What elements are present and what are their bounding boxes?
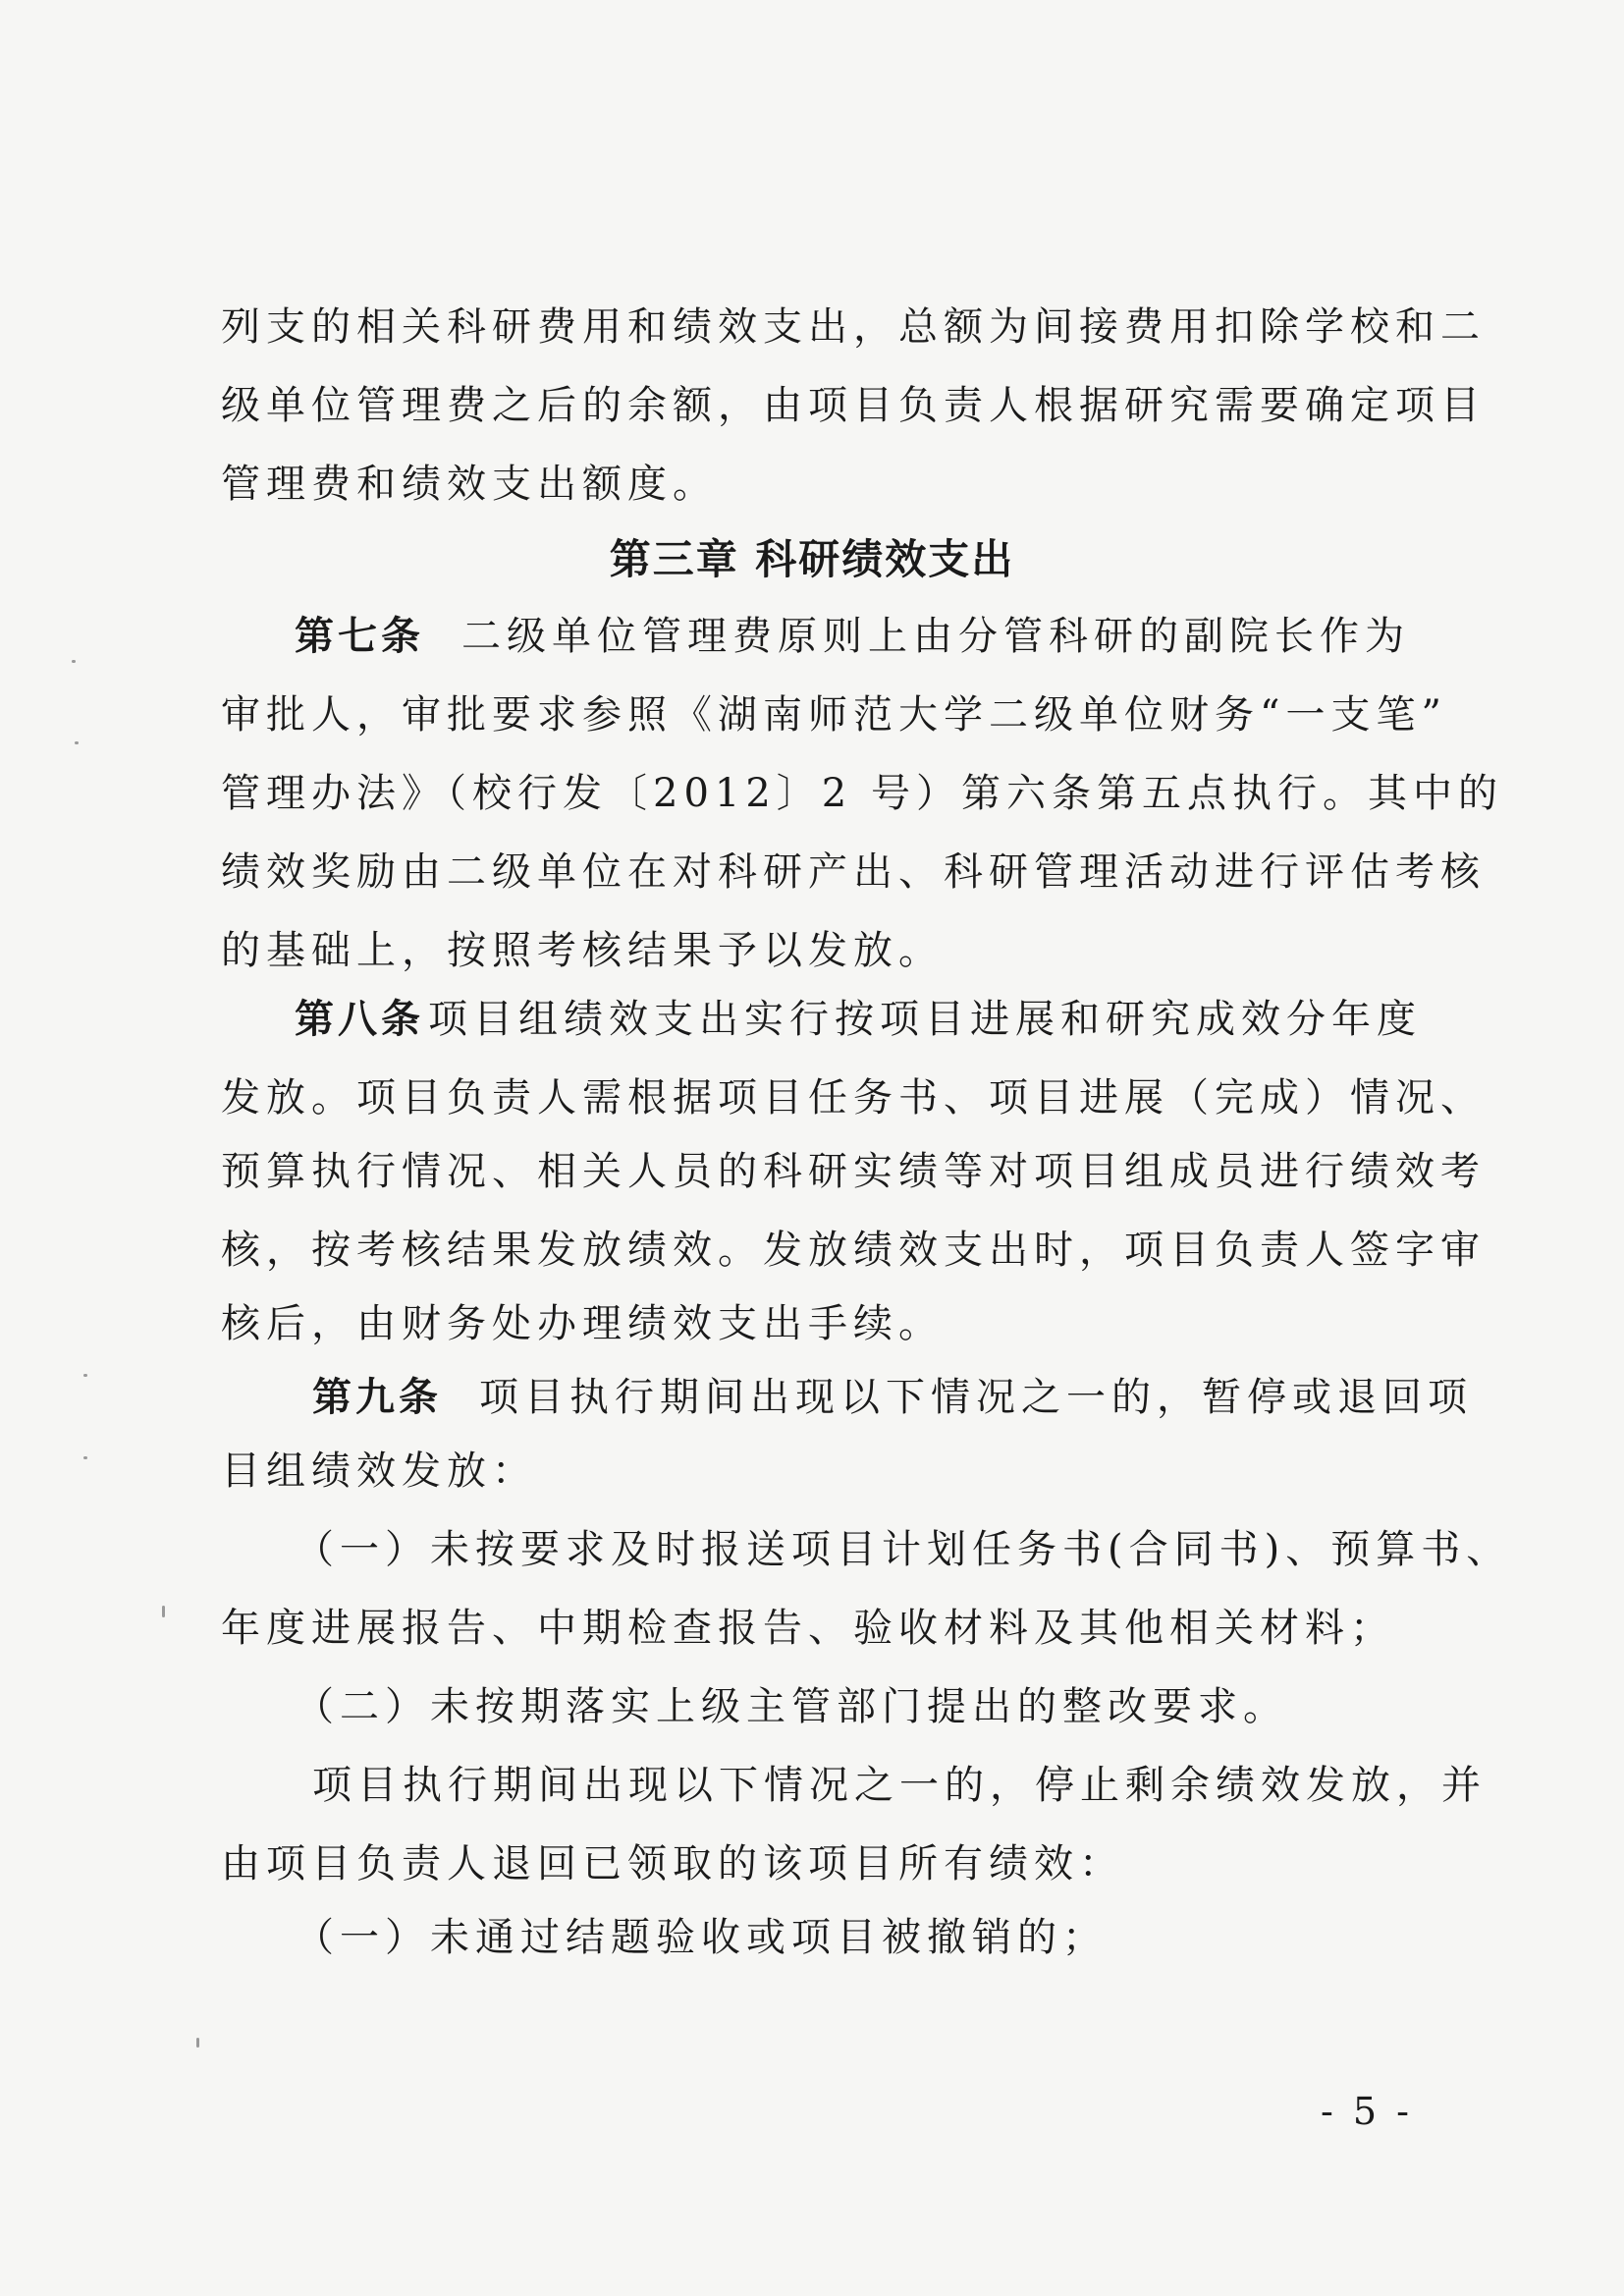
scan-speck [196, 2038, 199, 2048]
article-9-item-1-line-2: 年度进展报告、中期检查报告、验收材料及其他相关材料； [221, 1606, 1395, 1651]
article-8-line-5: 核后，由财务处办理绩效支出手续。 [221, 1301, 944, 1346]
chapter-heading: 第三章 科研绩效支出 [609, 535, 1015, 583]
article-7-label: 第七条 [295, 614, 424, 659]
article-8-text-1: 项目组绩效支出实行按项目进展和研究成效分年度 [428, 997, 1422, 1042]
page-number: - 5 - [1321, 2090, 1414, 2133]
article-9-para-2-line-1: 项目执行期间出现以下情况之一的，停止剩余绩效发放，并 [312, 1763, 1487, 1808]
article-8-label: 第八条 [295, 997, 424, 1042]
article-9-item-3: （一）未通过结题验收或项目被撤销的； [295, 1915, 1108, 1960]
article-7-line-1 [295, 609, 1429, 664]
article-8-line-2: 发放。项目负责人需根据项目任务书、项目进展（完成）情况、 [221, 1075, 1486, 1121]
article-9-text-1: 项目执行期间出现以下情况之一的，暂停或退回项 [479, 1375, 1473, 1420]
article-7-line-5: 的基础上，按照考核结果予以发放。 [221, 928, 944, 973]
article-7-line-4: 绩效奖励由二级单位在对科研产出、科研管理活动进行评估考核 [221, 849, 1486, 895]
article-9-item-1-line-1: （一）未按要求及时报送项目计划任务书(合同书)、预算书、 [295, 1527, 1512, 1572]
article-8-line-3: 预算执行情况、相关人员的科研实绩等对项目组成员进行绩效考 [221, 1149, 1486, 1194]
article-9-para-2-line-2: 由项目负责人退回已领取的该项目所有绩效： [221, 1841, 1124, 1886]
article-9-item-2: （二）未按期落实上级主管部门提出的整改要求。 [295, 1684, 1288, 1729]
article-9-line-2: 目组绩效发放： [221, 1449, 537, 1494]
article-7-line-2: 审批人，审批要求参照《湖南师范大学二级单位财务“一支笔” [221, 692, 1447, 738]
article-7-line-3: 管理办法》（校行发〔2012〕2 号）第六条第五点执行。其中的 [221, 771, 1503, 816]
scan-speck [83, 1456, 87, 1459]
article-9-line-1 [312, 1370, 1473, 1425]
body-line-3: 管理费和绩效支出额度。 [221, 462, 718, 507]
scan-speck [83, 1374, 87, 1377]
body-line-1: 列支的相关科研费用和绩效支出，总额为间接费用扣除学校和二 [221, 304, 1486, 350]
scan-speck [162, 1606, 165, 1617]
scan-speck [72, 660, 76, 663]
scan-speck [75, 741, 79, 744]
article-8-line-4: 核，按考核结果发放绩效。发放绩效支出时，项目负责人签字审 [221, 1228, 1486, 1273]
article-7-text-1: 二级单位管理费原则上由分管科研的副院长作为 [461, 614, 1410, 659]
article-8-line-1 [295, 992, 1429, 1047]
article-9-label: 第九条 [312, 1375, 442, 1420]
body-line-2: 级单位管理费之后的余额，由项目负责人根据研究需要确定项目 [221, 383, 1486, 428]
